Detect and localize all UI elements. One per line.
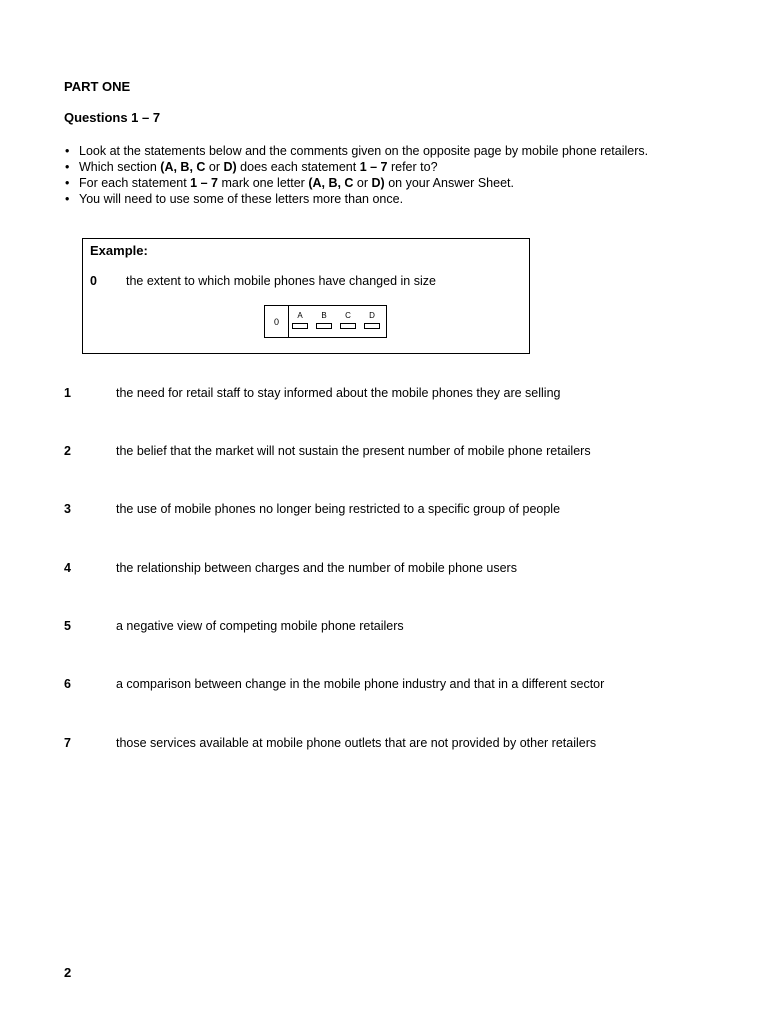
question-text: the need for retail staff to stay informed about the mobile phones they are selling (116, 386, 561, 400)
example-box (82, 238, 530, 354)
instruction-text: or (205, 160, 224, 174)
question-text: the use of mobile phones no longer being restricted to a specific group of people (116, 502, 561, 516)
question-number: 5 (64, 619, 71, 633)
question-text: a comparison between change in the mobile phone industry and that in a different sector (116, 677, 605, 691)
example-label: Example: (90, 243, 148, 258)
instruction-text-bold: (A, B, C (160, 160, 206, 174)
instruction-text: You will need to use some of these letters more than once. (79, 192, 404, 206)
instruction-text-bold: D) (371, 176, 385, 190)
question-number: 1 (64, 386, 71, 400)
question-text: the belief that the market will not sustain the present number of mobile phone retailers (116, 444, 591, 458)
question-number: 6 (64, 677, 71, 691)
instruction-text: does each statement (236, 160, 360, 174)
question-number: 3 (64, 502, 71, 516)
option-bubble (364, 323, 380, 329)
instruction-item (64, 175, 705, 191)
option-bubble (292, 323, 308, 329)
question-text: a negative view of competing mobile phone retailers (116, 619, 404, 633)
questions-title: Questions 1 – 7 (64, 110, 161, 125)
example-grid-number: 0 (265, 306, 289, 337)
example-option-d (364, 311, 380, 329)
question-text: the relationship between charges and the number of mobile phone users (116, 561, 517, 575)
option-label: B (321, 311, 327, 320)
option-label: C (345, 311, 351, 320)
page-number: 2 (64, 965, 72, 980)
part-title: PART ONE (64, 79, 131, 94)
example-answer-grid (264, 305, 387, 338)
instruction-text: refer to? (387, 160, 438, 174)
instruction-text: Which section (79, 160, 161, 174)
question-number: 7 (64, 736, 71, 750)
example-text: the extent to which mobile phones have changed in size (126, 274, 436, 288)
example-number: 0 (90, 274, 97, 288)
question-number: 2 (64, 444, 71, 458)
example-option-b (316, 311, 332, 329)
option-label: D (369, 311, 375, 320)
instruction-text-bold: D) (223, 160, 237, 174)
example-option-c (340, 311, 356, 329)
instruction-text: on your Answer Sheet. (384, 176, 514, 190)
option-label: A (297, 311, 303, 320)
instruction-text-bold: (A, B, C (308, 176, 354, 190)
instruction-item (64, 143, 705, 159)
instruction-text: or (353, 176, 372, 190)
instruction-text: For each statement (79, 176, 191, 190)
instruction-item (64, 191, 705, 207)
instruction-item (64, 159, 705, 175)
instruction-text-bold: 1 – 7 (190, 176, 218, 190)
example-option-a (292, 311, 308, 329)
question-number: 4 (64, 561, 71, 575)
instruction-text: mark one letter (217, 176, 309, 190)
instructions-list (64, 143, 705, 207)
question-text: those services available at mobile phone outlets that are not provided by other retailers (116, 736, 597, 750)
option-bubble (340, 323, 356, 329)
instruction-text: Look at the statements below and the comments given on the opposite page by mobile phone retailers. (79, 144, 649, 158)
option-bubble (316, 323, 332, 329)
instruction-text-bold: 1 – 7 (359, 160, 388, 174)
